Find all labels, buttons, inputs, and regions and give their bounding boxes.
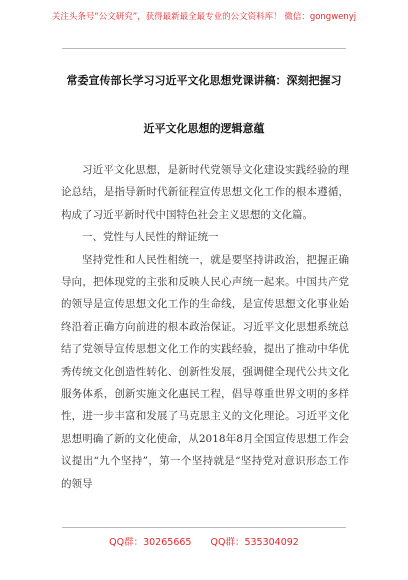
footer-divider [62, 527, 346, 528]
paragraph-main: 坚持党性和人民性相统一，就是要坚持讲政治，把握正确导向，把体现党的主张和反映人民心声统一起来。中国共产党的领导是宣传思想文化工作的生命线，是宣传思想文化事业始终沿着正确方向前进的根本政治保证。习近平文化思想系统总结了党领导宣传思想文化工作的实践经验，提出了推动中华优秀传统文化创造性转化、创新性发展，强调健全现代公共文化服务体系，创新实施文化惠民工程，倡导尊重世界文明的多样性，进一步丰富和发展了马克思主义的文化理论。习近平文化思想明确了新的文化使命，从2018年8月全国宣传思想工作会议提出“九个坚持”，第一个坚持就是“坚持党对意识形态工作的领导 [61, 253, 349, 490]
document-title-line-2: 近平文化思想的逻辑意蕴 [143, 122, 265, 135]
footer-qq-group-1: QQ群：30265665 [109, 537, 192, 548]
section-heading: 一、党性与人民性的辩证统一 [82, 231, 219, 244]
header-divider [62, 48, 346, 49]
paragraph-intro: 习近平文化思想，是新时代党领导文化建设实践经验的理论总结，是指导新时代新征程宣传思想文化工作的根本遵循，构成了习近平新时代中国特色社会主义思想的文化篇。 [61, 164, 349, 221]
footer-qq-group-2: QQ群：535304092 [210, 537, 299, 548]
header-banner: 关注头条号“公文研究”，获得最新最全最专业的公文资料库！ 微信：gongwenyj [51, 12, 357, 22]
document-title-line-1: 常委宣传部长学习习近平文化思想党课讲稿：深刻把握习 [66, 74, 342, 87]
footer [0, 534, 408, 548]
document-body [61, 159, 349, 495]
